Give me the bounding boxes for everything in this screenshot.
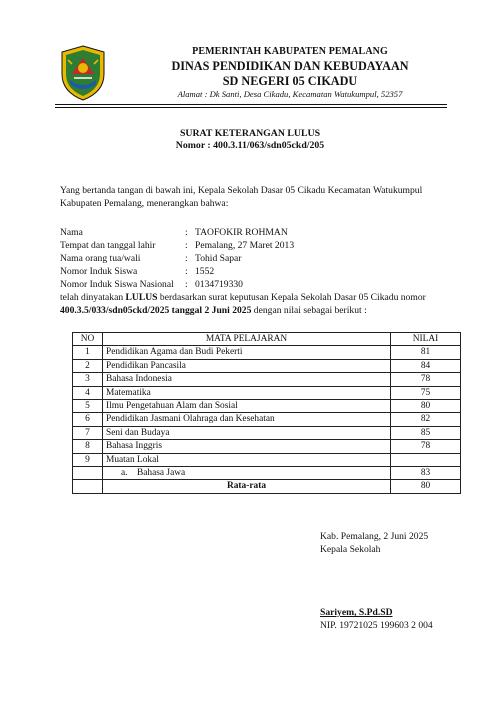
row-no-empty bbox=[73, 480, 103, 493]
identity-label: Tempat dan tanggal lahir bbox=[60, 240, 156, 251]
header-no: NO bbox=[73, 333, 103, 346]
table-row bbox=[73, 440, 461, 453]
identity-value: TAOFOKIR ROHMAN bbox=[195, 227, 288, 238]
table-row bbox=[73, 346, 461, 359]
header-score: NILAI bbox=[391, 333, 461, 346]
row-no: 6 bbox=[73, 413, 103, 426]
identity-row-birth bbox=[60, 239, 450, 252]
row-no: 5 bbox=[73, 400, 103, 413]
identity-row-nisn bbox=[60, 278, 450, 291]
row-score: 80 bbox=[391, 400, 461, 413]
identity-colon: : bbox=[185, 279, 188, 290]
statement-text: dengan nilai sebagai berikut : bbox=[251, 305, 367, 316]
row-subject: Bahasa Inggris bbox=[103, 440, 391, 453]
row-no: 2 bbox=[73, 359, 103, 372]
row-no: 7 bbox=[73, 426, 103, 439]
signature-role: Kepala Sekolah bbox=[320, 544, 381, 555]
graduation-statement bbox=[60, 291, 460, 317]
table-row bbox=[73, 453, 461, 466]
row-score: 81 bbox=[391, 346, 461, 359]
identity-row-parent bbox=[60, 252, 450, 265]
letterhead-school: SD NEGERI 05 CIKADU bbox=[222, 74, 358, 88]
identity-label: Nama orang tua/wali bbox=[60, 253, 141, 264]
row-subject: Pendidikan Jasmani Olahraga dan Kesehatan bbox=[103, 413, 391, 426]
identity-value: 1552 bbox=[195, 266, 215, 277]
subrow-subject: Bahasa Jawa bbox=[137, 468, 186, 479]
row-subject: Pendidikan Agama dan Budi Pekerti bbox=[103, 346, 391, 359]
signature-place-date: Kab. Pemalang, 2 Juni 2025 bbox=[320, 531, 429, 542]
identity-value: Pemalang, 27 Maret 2013 bbox=[195, 240, 295, 251]
row-subject: Pendidikan Pancasila bbox=[103, 359, 391, 372]
document-number: Nomor : 400.3.11/063/sdn05ckd/205 bbox=[175, 140, 325, 151]
table-subrow bbox=[73, 467, 461, 480]
row-subject: Matematika bbox=[103, 386, 391, 399]
row-no: 9 bbox=[73, 453, 103, 466]
letterhead-address: Alamat : Dk Santi, Desa Cikadu, Kecamatan Watukumpul, 52357 bbox=[177, 89, 403, 99]
identity-label: Nomor Induk Siswa bbox=[60, 266, 138, 277]
identity-colon: : bbox=[185, 227, 188, 238]
row-no: 4 bbox=[73, 386, 103, 399]
subrow-letter: a. bbox=[121, 468, 128, 479]
intro-paragraph: Yang bertanda tangan di bawah ini, Kepala Sekolah Dasar 05 Cikadu Kecamatan Watukumpul Kabupaten Pemalang, menerangkan bahwa: bbox=[60, 185, 423, 209]
table-row bbox=[73, 386, 461, 399]
identity-colon: : bbox=[185, 240, 188, 251]
letterhead-agency: DINAS PENDIDIKAN DAN KEBUDAYAAN bbox=[171, 59, 409, 73]
row-score: 85 bbox=[391, 426, 461, 439]
row-score: 75 bbox=[391, 386, 461, 399]
table-row bbox=[73, 413, 461, 426]
row-no-empty bbox=[73, 467, 103, 480]
lulus-emphasis: LULUS bbox=[125, 292, 158, 303]
identity-colon: : bbox=[185, 266, 188, 277]
letterhead-rule-thick bbox=[55, 104, 447, 105]
row-subject: Seni dan Budaya bbox=[103, 426, 391, 439]
letterhead-government: PEMERINTAH KABUPATEN PEMALANG bbox=[192, 46, 388, 57]
table-row bbox=[73, 373, 461, 386]
row-score: 84 bbox=[391, 359, 461, 372]
row-score: 83 bbox=[391, 467, 461, 480]
table-average-row bbox=[73, 480, 461, 493]
table-row bbox=[73, 359, 461, 372]
identity-value: 0134719330 bbox=[195, 279, 243, 290]
identity-value: Tohid Sapar bbox=[195, 253, 242, 264]
identity-colon: : bbox=[185, 253, 188, 264]
header-subject: MATA PELAJARAN bbox=[103, 333, 391, 346]
grades-table bbox=[72, 332, 461, 494]
regency-emblem-icon bbox=[60, 44, 106, 102]
statement-text: berdasarkan surat keputusan Kepala Sekolah Dasar 05 Cikadu nomor bbox=[157, 292, 426, 303]
row-subject bbox=[103, 467, 391, 480]
row-score: 82 bbox=[391, 413, 461, 426]
identity-label: Nama bbox=[60, 227, 83, 238]
row-subject: Ilmu Pengetahuan Alam dan Sosial bbox=[103, 400, 391, 413]
row-score: 78 bbox=[391, 373, 461, 386]
table-row bbox=[73, 400, 461, 413]
statement-text: telah dinyatakan bbox=[60, 292, 126, 303]
average-score: 80 bbox=[391, 480, 461, 493]
decree-reference: 400.3.5/033/sdn05ckd/2025 tanggal 2 Juni 2025 bbox=[60, 305, 252, 316]
row-subject: Bahasa Indonesia bbox=[103, 373, 391, 386]
identity-row-name bbox=[60, 226, 450, 239]
identity-label: Nomor Induk Siswa Nasional bbox=[60, 279, 174, 290]
row-no: 3 bbox=[73, 373, 103, 386]
average-label: Rata-rata bbox=[103, 480, 391, 493]
document-title: SURAT KETERANGAN LULUS bbox=[179, 128, 321, 139]
row-no: 8 bbox=[73, 440, 103, 453]
row-score: 78 bbox=[391, 440, 461, 453]
row-no: 1 bbox=[73, 346, 103, 359]
signature-name: Sariyem, S.Pd.SD bbox=[320, 607, 393, 618]
row-score bbox=[391, 453, 461, 466]
letterhead-rule-thin bbox=[55, 107, 447, 108]
table-header-row bbox=[73, 333, 461, 346]
identity-row-nis bbox=[60, 265, 450, 278]
table-row bbox=[73, 426, 461, 439]
row-subject: Muatan Lokal bbox=[103, 453, 391, 466]
signature-nip: NIP. 19721025 199603 2 004 bbox=[320, 620, 433, 631]
